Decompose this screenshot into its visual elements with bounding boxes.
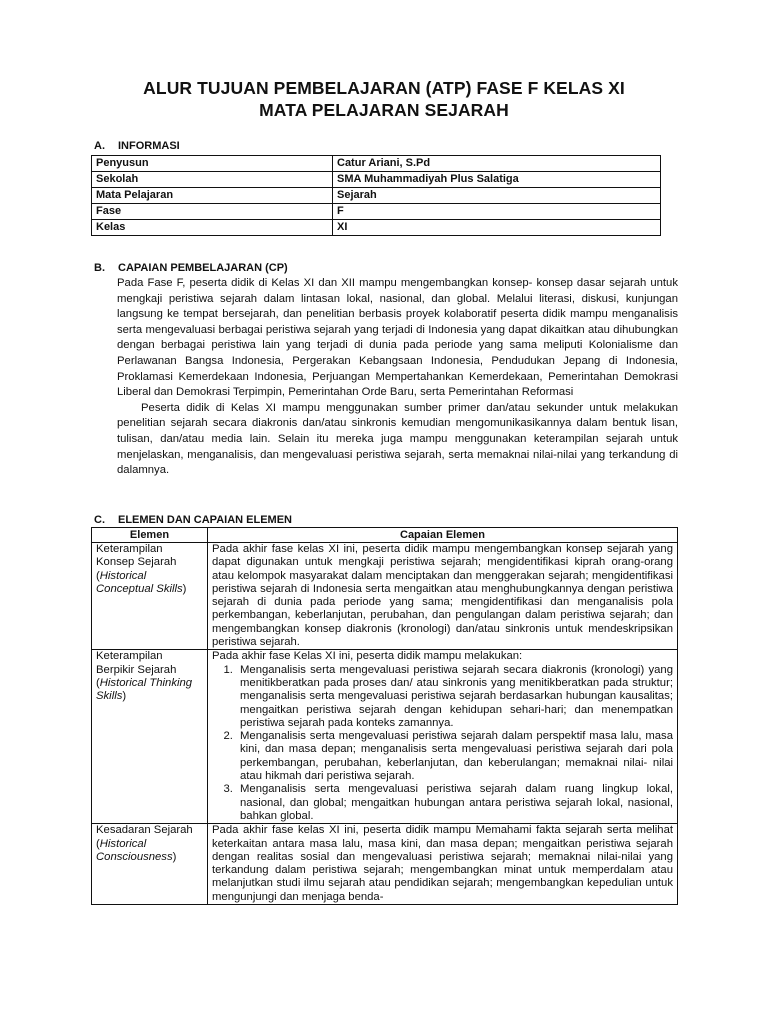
info-value: Sejarah [333,188,661,204]
elemen-cell [92,824,208,905]
elemen-en-open: ( [96,569,100,582]
elemen-name: Kesadaran Sejarah [96,824,193,837]
elemen-table [91,527,678,905]
section-a-number: A. [94,140,105,152]
table-row [92,172,661,188]
elemen-name: Keterampilan Konsep Sejarah [96,543,177,569]
info-value: F [333,204,661,220]
list-item: 3. Menganalisis serta mengevaluasi peristiwa sejarah dalam ruang lingkup lokal, nasional, dan global; mengaitkan hubungan antara peristiwa sejarah lokal, nasional, bahkan global. [236,783,673,823]
table-row [92,824,678,905]
elemen-en-open: ( [96,837,100,850]
elemen-english: Historical Conceptual Skills [96,569,183,595]
elemen-cell [92,650,208,824]
info-label: Kelas [92,220,333,236]
column-header-capaian: Capaian Elemen [208,528,678,543]
elemen-english: Historical Thinking Skills [96,676,193,703]
section-b-number: B. [94,262,105,274]
table-row [92,188,661,204]
capaian-cell: Pada akhir fase kelas XI ini, peserta didik mampu Memahami fakta sejarah serta melihat keterkaitan antara masa lalu, masa kini, dan masa depan; mengaitkan peristiwa sejarah dengan realitas sosial dan mengevaluasi peristiwa sejarah; memaknai nilai-nilai yang terkandung dalam peristiwa sejarah; mengembangkan minat untuk memperdalam atau melanjutkan studi ilmu sejarah atau pendidikan sejarah; mengembangkan kepedulian untuk mengunjungi dan menjaga benda- [208,824,678,905]
info-label: Mata Pelajaran [92,188,333,204]
elemen-en-close: ) [182,582,187,595]
table-row [92,156,661,172]
info-value: Catur Ariani, S.Pd [333,156,661,172]
elemen-en-open: ( [96,676,100,689]
cp-text [117,276,678,479]
cp-paragraph-1: Pada Fase F, peserta didik di Kelas XI dan XII mampu mengembangkan konsep- konsep dasar sejarah untuk mengkaji peristiwa sejarah dalam lintasan lokal, nasional, dan global. Melalui literasi, diskusi, kunjungan langsung ke tempat bersejarah, dan penelitian berbasis proyek kolaboratif peserta didik mampu menganalisis serta mengevaluasi berbagai peristiwa sejarah yang terjadi di Indonesia yang dapat dikaitkan atau dihubungkan dengan berbagai peristiwa lain yang terjadi di dunia pada periode yang sama meliputi Kolonialisme dan Perlawanan Bangsa Indonesia, Pergerakan Kebangsaan Indonesia, Pendudukan Jepang di Indonesia, Proklamasi Kemerdekaan Indonesia, Perjuangan Mempertahankan Kemerdekaan, Pemerintahan Demokrasi Liberal dan Demokrasi Terpimpin, Pemerintahan Orde Baru, serta Pemerintahan Reformasi [117,277,678,399]
list-item: 2. Menganalisis serta mengevaluasi peristiwa sejarah dalam perspektif masa lalu, masa kini, dan masa depan; menganalisis serta mengevaluasi peristiwa sejarah dari pola perkembangan, perubahan, keberlanjutan, dan keberulangan; memaknai nilai- nilai atau hikmah dari peristiwa sejarah. [236,730,673,783]
table-header-row [92,528,678,543]
section-c-number: C. [94,514,105,526]
capaian-intro: Pada akhir fase Kelas XI ini, peserta didik mampu melakukan: [212,650,523,663]
table-row [92,650,678,824]
column-header-elemen: Elemen [92,528,208,543]
list-item: 1. Menganalisis serta mengevaluasi peristiwa sejarah secara diakronis (kronologi) yang menitikberatkan pada proses dan/ atau sinkronis yang menitikberatkan pada struktur; menganalisis serta mengevaluasi peristiwa sejarah berdasarkan hubungan kausalitas; mengaitkan peristiwa sejarah dengan kehidupan sehari-hari; dan menempatkan peristiwa sejarah pada konteks zamannya. [236,664,673,730]
table-row [92,204,661,220]
document-subtitle: MATA PELAJARAN SEJARAH [259,100,509,120]
info-value: SMA Muhammadiyah Plus Salatiga [333,172,661,188]
section-a-heading [94,140,180,152]
info-value: XI [333,220,661,236]
elemen-name: Keterampilan Berpikir Sejarah [96,650,177,676]
info-table [91,155,661,236]
table-row [92,543,678,650]
capaian-cell: Pada akhir fase kelas XI ini, peserta didik mampu mengembangkan konsep sejarah yang dapat digunakan untuk mengkaji peristiwa sejarah; mengidentifikasi kiprah orang-orang atau kelompok masyarakat dalam menciptakan dan menggerakan sejarah; mengidentifikasi peristiwa sejarah di Indonesia serta mengaitkan atau menghubungkannya dengan peristiwa sejarah di dunia pada periode yang sama; mengidentifikasi dan menganalisis pola perkembangan, keberlanjutan, perubahan, dan pengulangan dalam peristiwa sejarah; dan mengembangkan konsep diakronis (kronologi) dan/atau sinkronis untuk mendeskripsikan peristiwa sejarah. [208,543,678,650]
info-label: Penyusun [92,156,333,172]
capaian-cell [208,650,678,824]
elemen-en-close: ) [122,690,127,703]
section-b-heading [94,262,288,274]
info-label: Sekolah [92,172,333,188]
section-c-heading [94,514,292,526]
elemen-english: Historical Consciousness [96,837,173,863]
elemen-cell [92,543,208,650]
capaian-list [212,664,673,824]
elemen-en-close: ) [172,850,177,863]
cp-paragraph-2: Peserta didik di Kelas XI mampu menggunakan sumber primer dan/atau sekunder untuk melakukan penelitian sejarah secara diakronis dan/atau sinkronis kemudian mengomunikasikannya dalam bentuk lisan, tulisan, dan/atau media lain. Selain itu mereka juga mampu menggunakan keterampilan sejarah untuk menjelaskan, menganalisis, dan mengevaluasi peristiwa sejarah, serta memaknai nilai-nilai yang terkandung di dalamnya. [117,401,678,477]
section-b-title: CAPAIAN PEMBELAJARAN (CP) [118,262,288,274]
section-a-title: INFORMASI [118,140,180,152]
section-c-title: ELEMEN DAN CAPAIAN ELEMEN [118,514,292,526]
info-label: Fase [92,204,333,220]
document-title: ALUR TUJUAN PEMBELAJARAN (ATP) FASE F KELAS XI [143,78,625,98]
table-row [92,220,661,236]
